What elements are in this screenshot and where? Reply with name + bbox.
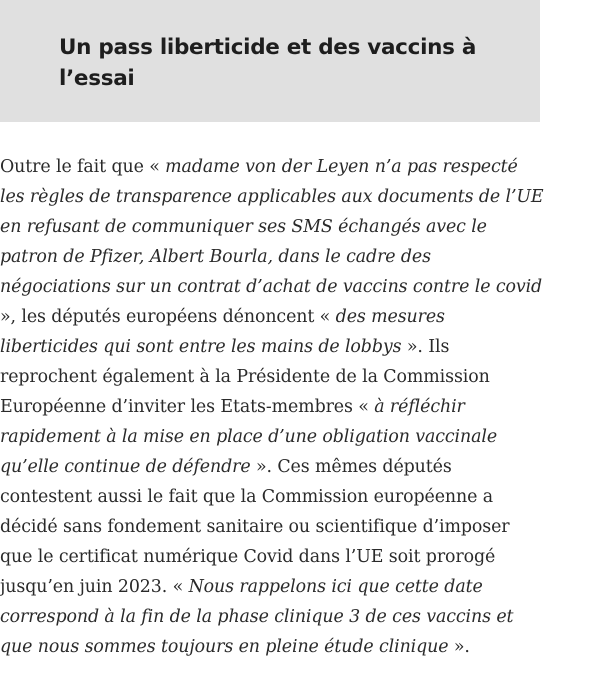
section-heading: Un pass liberticide et des vaccins à l’essai [59, 35, 477, 91]
text-segment: ». Ils reprochent également à la Présidente de la Commission Européenne d’inviter les Etats-membres « [0, 337, 490, 417]
text-segment: », les députés européens dénoncent « [0, 307, 336, 327]
quote-segment: des mesures liberticides qui sont entre les mains de lobbys [0, 307, 445, 357]
section-heading-box [0, 0, 540, 122]
quote-segment: Nous rappelons ici que cette date correspond à la fin de la phase clinique 3 de ces vaccins et que nous sommes toujours en pleine étude clinique [0, 577, 514, 657]
text-segment: ». Ces mêmes députés contestent aussi le fait que la Commission européenne a décidé sans fondement sanitaire ou scientifique d’imposer que le certificat numérique Covid dans l’UE soit prorogé jusqu’en juin 2023. « [0, 457, 510, 597]
article-paragraph [0, 152, 545, 662]
quote-segment: madame von der Leyen n’a pas respecté les règles de transparence applicables aux documents de l’UE en refusant de communiquer ses SMS échangés avec le patron de Pfizer, Albert Bourla, dans le cadre des négociations sur un contrat d’achat de vaccins contre le covid [0, 157, 544, 297]
quote-segment: à réfléchir rapidement à la mise en place d’une obligation vaccinale qu’elle continue de défendre [0, 397, 498, 477]
text-segment: Outre le fait que « [0, 157, 166, 177]
text-segment: ». [448, 637, 470, 657]
